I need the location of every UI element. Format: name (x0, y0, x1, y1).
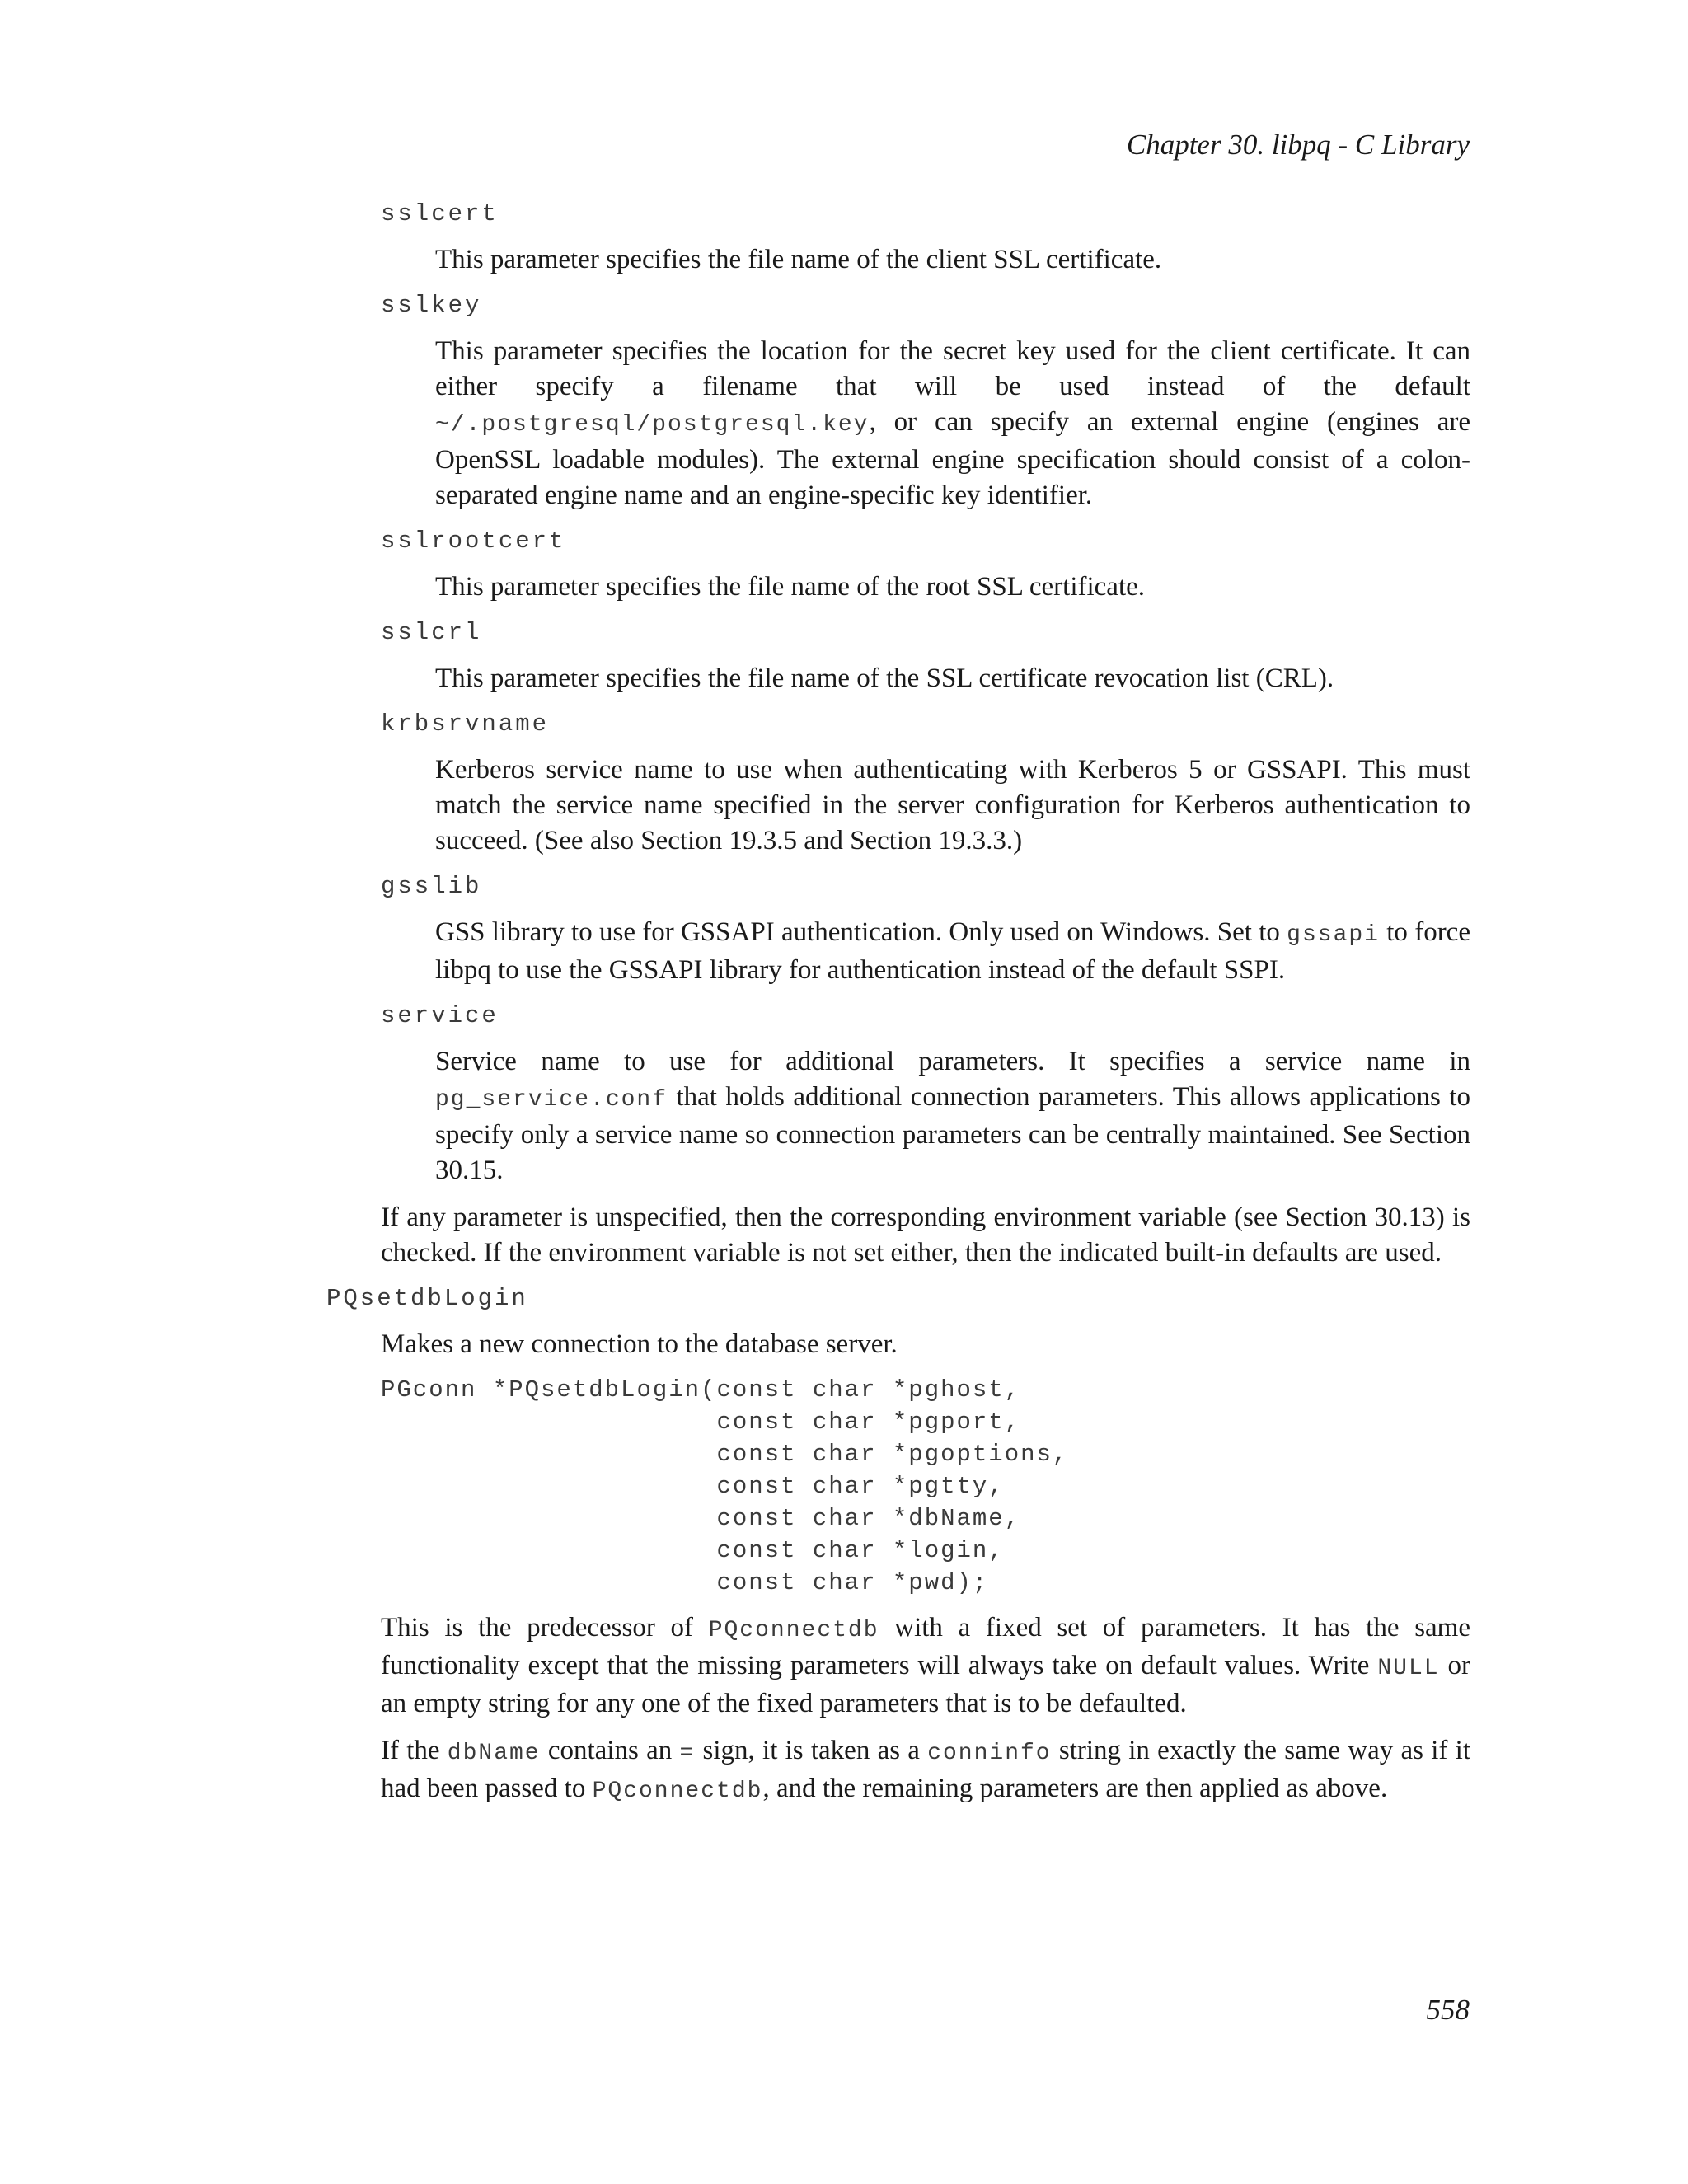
text-run: This parameter specifies the file name of the SSL certificate revocation list (CRL). (435, 663, 1334, 693)
param-entry-service (326, 1000, 1470, 1188)
param-description (435, 661, 1470, 696)
text-run: sign, it is taken as a (695, 1736, 928, 1765)
param-term: sslcrl (381, 619, 482, 646)
param-entry-sslrootcert (326, 525, 1470, 605)
inline-code: = (679, 1741, 696, 1766)
inline-code: PQconnectdb (708, 1618, 879, 1643)
param-term: krbsrvname (381, 710, 550, 738)
predecessor-paragraph (381, 1610, 1470, 1722)
code-line: const char *pwd); (381, 1569, 989, 1596)
function-term: PQsetdbLogin (326, 1285, 528, 1312)
page-header: Chapter 30. libpq - C Library (1126, 129, 1470, 161)
text-run: This parameter specifies the file name of the client SSL certificate. (435, 245, 1162, 274)
text-run: Service name to use for additional parameters. It specifies a service name in (435, 1047, 1470, 1076)
code-line: const char *dbName, (381, 1505, 1021, 1532)
param-term: sslkey (381, 292, 482, 319)
code-line: const char *pgport, (381, 1408, 1021, 1436)
inline-code: gssapi (1287, 922, 1380, 948)
text-run: or an empty string for any one of the fixed parameters that is to be defaulted. (381, 1651, 1470, 1718)
param-description (435, 334, 1470, 513)
text-run: string in exactly the same way as if it had been passed to (381, 1736, 1470, 1803)
param-description (435, 1044, 1470, 1188)
param-entry-sslkey (326, 289, 1470, 513)
inline-code: conninfo (927, 1741, 1052, 1766)
defaults-paragraph: If any parameter is unspecified, then the corresponding environment variable (see Section 30.13) is checked. If the environment variable is not set either, then the indicated built-in defaults are used. (381, 1202, 1470, 1268)
dbname-paragraph (381, 1733, 1470, 1809)
text-run: Kerberos service name to use when authenticating with Kerberos 5 or GSSAPI. This must match the service name specified in the server configuration for Kerberos authentication to succeed. (See also Section 19.3.5 and Section 19.3.3.) (435, 755, 1470, 855)
code-line: const char *pgtty, (381, 1473, 1005, 1500)
text-run: , and the remaining parameters are then applied as above. (762, 1774, 1388, 1803)
text-run: This is the predecessor of (381, 1613, 709, 1643)
param-description (435, 242, 1470, 278)
inline-code: pg_service.conf (435, 1087, 668, 1113)
function-summary: Makes a new connection to the database server. (381, 1329, 898, 1359)
page-number: 558 (1426, 1994, 1470, 2026)
document-body (326, 198, 1470, 1821)
param-description (435, 569, 1470, 605)
param-description (435, 915, 1470, 988)
code-line: PGconn *PQsetdbLogin(const char *pghost, (381, 1376, 1021, 1404)
inline-code: ~/.postgresql/postgresql.key (435, 412, 870, 438)
text-run: This parameter specifies the location for the secret key used for the client certificate. It can either specify a filename that will be used instead of the default (435, 336, 1470, 401)
param-entry-sslcrl (326, 616, 1470, 696)
text-run: If the (381, 1736, 448, 1765)
text-run: GSS library to use for GSSAPI authentication. Only used on Windows. Set to (435, 917, 1287, 947)
inline-code: PQconnectdb (592, 1779, 763, 1804)
inline-code: NULL (1377, 1656, 1440, 1681)
param-term: sslrootcert (381, 527, 566, 555)
code-line: const char *login, (381, 1537, 1005, 1564)
param-entry-krbsrvname (326, 708, 1470, 859)
param-entry-sslcert (326, 198, 1470, 278)
text-run: , or can specify an external engine (engines are OpenSSL loadable modules). The external engine specification should consist of a colon-separated engine name and an engine-specific key identifier. (435, 407, 1470, 510)
param-entry-gsslib (326, 870, 1470, 988)
text-run: This parameter specifies the file name of the root SSL certificate. (435, 572, 1146, 602)
inline-code: dbName (447, 1741, 541, 1766)
text-run: to force libpq to use the GSSAPI library for authentication instead of the default SSPI. (435, 917, 1470, 985)
param-term: service (381, 1002, 499, 1029)
text-run: with a fixed set of parameters. It has the same functionality except that the missing parameters will always take on default values. Write (381, 1613, 1470, 1680)
text-run: that holds additional connection parameters. This allows applications to specify only a service name so connection parameters can be centrally maintained. See Section 30.15. (435, 1082, 1470, 1185)
code-line: const char *pgoptions, (381, 1441, 1069, 1468)
param-description (435, 752, 1470, 859)
param-term: sslcert (381, 200, 499, 227)
text-run: contains an (540, 1736, 680, 1765)
param-term: gsslib (381, 873, 482, 900)
function-signature (381, 1374, 1470, 1599)
